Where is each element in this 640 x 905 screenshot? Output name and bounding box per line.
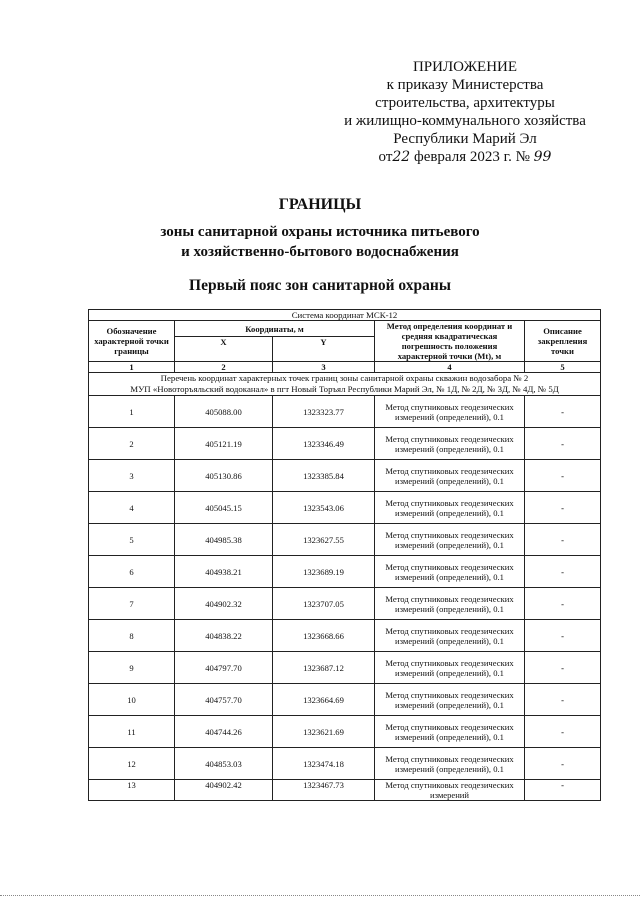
coord-x: 404744.26 [175,716,273,748]
coord-x: 404938.21 [175,556,273,588]
point-number: 12 [89,748,175,780]
footer-rule [0,895,640,896]
method-cell: Метод спутниковых геодезических измерений (определений), 0.1 [375,428,525,460]
point-number: 5 [89,524,175,556]
column-number: 2 [175,362,273,373]
table-row [89,492,601,524]
fixing-cell: - [525,524,601,556]
fixing-cell: - [525,684,601,716]
table-row [89,748,601,780]
appendix-line-4: Республики Марий Эл [393,131,537,147]
header-y: Y [273,337,375,362]
date-rest: февраля 2023 г. № [413,149,530,165]
point-number: 3 [89,460,175,492]
coord-x: 404902.32 [175,588,273,620]
order-number-handwritten: 99 [533,149,552,165]
point-number: 4 [89,492,175,524]
table-row [89,780,601,801]
coord-x: 404797.70 [175,652,273,684]
table-body [89,396,601,801]
point-number: 11 [89,716,175,748]
coord-y: 1323467.73 [273,780,375,801]
point-number: 2 [89,428,175,460]
coord-x: 405121.19 [175,428,273,460]
list-title-line-1: Перечень координат характерных точек границ зоны санитарной охраны скважин водозабора № 2 [160,373,529,383]
fixing-cell: - [525,428,601,460]
table-row [89,460,601,492]
subtitle-line-1: зоны санитарной охраны источника питьевого [160,224,480,240]
header-point: Обозначение характерной точки границы [89,321,175,362]
point-number: 7 [89,588,175,620]
method-cell: Метод спутниковых геодезических измерений (определений), 0.1 [375,716,525,748]
method-cell: Метод спутниковых геодезических измерений (определений), 0.1 [375,460,525,492]
method-cell: Метод спутниковых геодезических измерений (определений), 0.1 [375,588,525,620]
method-cell: Метод спутниковых геодезических измерений [375,780,525,801]
point-number: 10 [89,684,175,716]
fixing-cell: - [525,460,601,492]
point-number: 13 [89,780,175,801]
fixing-cell: - [525,588,601,620]
fixing-cell: - [525,396,601,428]
column-number: 1 [89,362,175,373]
document-title: ГРАНИЦЫ [278,196,362,213]
coord-y: 1323687.12 [273,652,375,684]
method-cell: Метод спутниковых геодезических измерений (определений), 0.1 [375,396,525,428]
coord-x: 405130.86 [175,460,273,492]
coord-system-label: Система координат МСК-12 [89,310,601,321]
fixing-cell: - [525,780,601,801]
header-x: X [175,337,273,362]
document-subtitle [0,222,640,262]
list-title-line-2: МУП «Новоторъяльский водоканал» в пгт Новый Торъял Республики Марий Эл, № 1Д, № 2Д, № 3Д, № 4Д, № 5Д [130,384,559,394]
list-title [89,373,601,396]
coord-y: 1323385.84 [273,460,375,492]
coord-y: 1323689.19 [273,556,375,588]
coord-x: 404838.22 [175,620,273,652]
table-row [89,716,601,748]
coord-x: 405045.15 [175,492,273,524]
appendix-date [300,148,630,166]
column-number: 5 [525,362,601,373]
fixing-cell: - [525,620,601,652]
method-cell: Метод спутниковых геодезических измерений (определений), 0.1 [375,524,525,556]
fixing-cell: - [525,556,601,588]
belt-title: Первый пояс зон санитарной охраны [189,277,451,294]
appendix-line-1: к приказу Министерства [386,77,544,93]
fixing-cell: - [525,492,601,524]
coord-x: 404902.42 [175,780,273,801]
table-row [89,620,601,652]
coord-x: 404757.70 [175,684,273,716]
appendix-line-3: и жилищно-коммунального хозяйства [344,113,586,129]
method-cell: Метод спутниковых геодезических измерений (определений), 0.1 [375,652,525,684]
coord-y: 1323664.69 [273,684,375,716]
header-method: Метод определения координат и средняя квадратическая погрешность положения характерной точки (Mt), м [375,321,525,362]
method-cell: Метод спутниковых геодезических измерений (определений), 0.1 [375,684,525,716]
table-row [89,588,601,620]
fixing-cell: - [525,652,601,684]
point-number: 8 [89,620,175,652]
table-row [89,524,601,556]
appendix-title: ПРИЛОЖЕНИЕ [412,59,518,75]
coord-y: 1323668.66 [273,620,375,652]
coord-y: 1323627.55 [273,524,375,556]
method-cell: Метод спутниковых геодезических измерений (определений), 0.1 [375,620,525,652]
column-number: 4 [375,362,525,373]
date-prefix: от [378,149,393,165]
table-row [89,652,601,684]
header-fixing: Описание закрепления точки [525,321,601,362]
coord-y: 1323346.49 [273,428,375,460]
appendix-line-2: строительства, архитектуры [375,95,555,111]
date-day-handwritten: 22 [392,149,411,165]
method-cell: Метод спутниковых геодезических измерений (определений), 0.1 [375,748,525,780]
point-number: 6 [89,556,175,588]
method-cell: Метод спутниковых геодезических измерений (определений), 0.1 [375,492,525,524]
point-number: 1 [89,396,175,428]
method-cell: Метод спутниковых геодезических измерений (определений), 0.1 [375,556,525,588]
coordinates-table [88,309,601,801]
coord-x: 405088.00 [175,396,273,428]
table-row [89,428,601,460]
table-row [89,396,601,428]
subtitle-line-2: и хозяйственно-бытового водоснабжения [181,244,459,260]
table-row [89,684,601,716]
coord-y: 1323621.69 [273,716,375,748]
coord-x: 404985.38 [175,524,273,556]
table-row [89,556,601,588]
coord-y: 1323323.77 [273,396,375,428]
appendix-block [300,58,630,166]
coord-x: 404853.03 [175,748,273,780]
fixing-cell: - [525,748,601,780]
column-number-row [89,362,601,373]
column-number: 3 [273,362,375,373]
coord-y: 1323474.18 [273,748,375,780]
point-number: 9 [89,652,175,684]
fixing-cell: - [525,716,601,748]
coord-y: 1323543.06 [273,492,375,524]
header-coords: Координаты, м [175,321,375,337]
coord-y: 1323707.05 [273,588,375,620]
